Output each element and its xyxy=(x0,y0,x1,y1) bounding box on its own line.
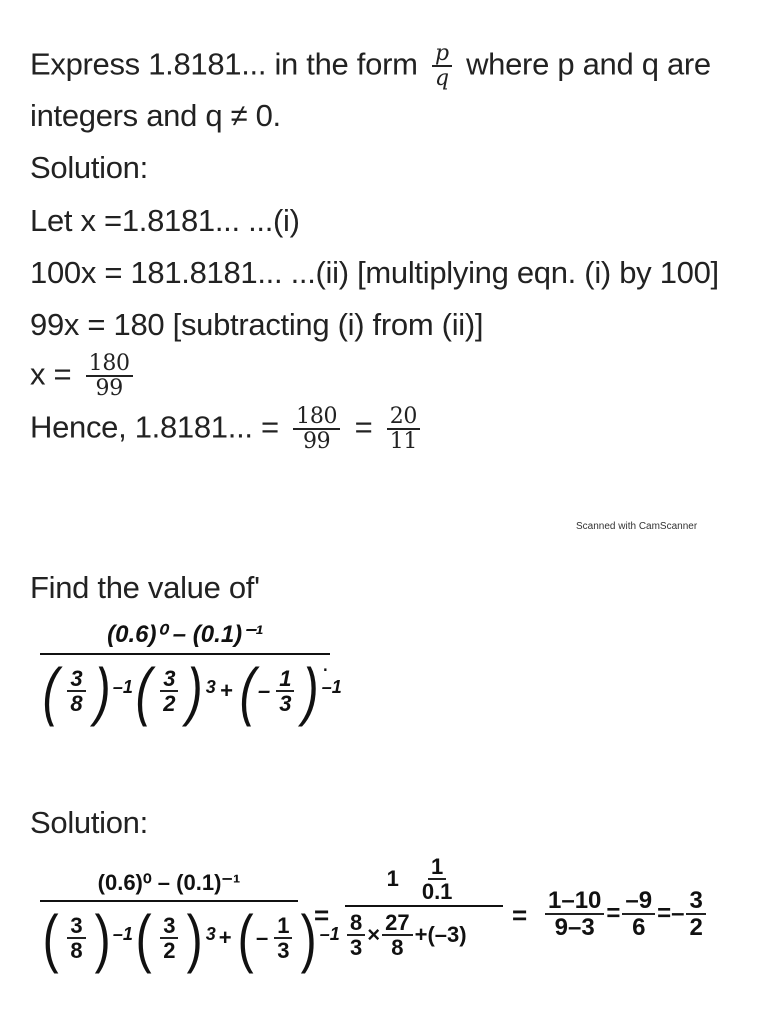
step-1: Let x =1.8181... ...(i) xyxy=(30,203,300,238)
equals-2: = xyxy=(512,900,528,930)
equals-1: = xyxy=(314,900,330,930)
step-4: x = $\frac{180}{99}$ xyxy=(30,352,139,400)
camscanner-watermark: Scanned with CamScanner xyxy=(576,521,698,532)
step-5: Hence, 1.8181... = $\frac{180}{99}$ = $\frac{20}{11}$ xyxy=(30,405,426,453)
p-over-q-fraction: $\frac{p}{q}$ xyxy=(432,42,452,90)
question-line-2: integers and q ≠ 0. xyxy=(30,98,281,133)
fraction-20-11: $\frac{20}{11}$ xyxy=(387,405,420,453)
question-text: Express 1.8181... in the form xyxy=(30,46,418,82)
fraction-1-10-over-9-3: $\frac{1-10}{9-3}$ xyxy=(545,888,604,940)
expression-numerator: (0.6)⁰ – (0.1)⁻¹ xyxy=(107,621,263,648)
fraction-neg9-over-6: $\frac{-9}{6}$ xyxy=(622,888,655,940)
fraction-3-over-2: $\frac{3}{2}$ xyxy=(686,888,705,940)
step-3: 99x = 180 [subtracting (i) from (ii)] xyxy=(30,307,484,342)
solution-2-label: Solution: xyxy=(30,805,148,840)
question-text-2: where p and q are xyxy=(466,46,711,82)
step-2: 100x = 181.8181... ...(ii) [multiplying eqn. (i) by 100] xyxy=(30,255,719,290)
x-fraction: $\frac{180}{99}$ xyxy=(86,352,133,400)
solution-middle-fraction: 1 $\frac{1}{0.1}$ $\frac{8}{3}$ × $\frac{27}{8}$ +(–3) xyxy=(345,855,503,959)
fraction-180-99: $\frac{180}{99}$ xyxy=(293,405,340,453)
expression-denominator: ( $\frac{3}{8}$ ) –1 ( $\frac{3}{2}$ ) 3 + ( – $\frac{1}{3}$ ) –1 xyxy=(42,655,342,727)
solution-lhs: (0.6)⁰ – (0.1)⁻¹ ( $\frac{3}{8}$ ) –1 ( $\frac{3}{2}$ ) 3 + ( – $\frac{1}{3}$ ) –1 xyxy=(40,870,298,970)
trailing-dot: . xyxy=(322,650,329,677)
question-line-1 xyxy=(30,42,711,90)
solution-final-chain: $\frac{1-10}{9-3}$ = $\frac{-9}{6}$ =– $\frac{3}{2}$ xyxy=(545,888,706,940)
solution-label: Solution: xyxy=(30,150,148,185)
question-2-expression xyxy=(40,620,342,727)
fraction-bar xyxy=(40,653,330,655)
question-2-text: Find the value of' xyxy=(30,570,260,605)
